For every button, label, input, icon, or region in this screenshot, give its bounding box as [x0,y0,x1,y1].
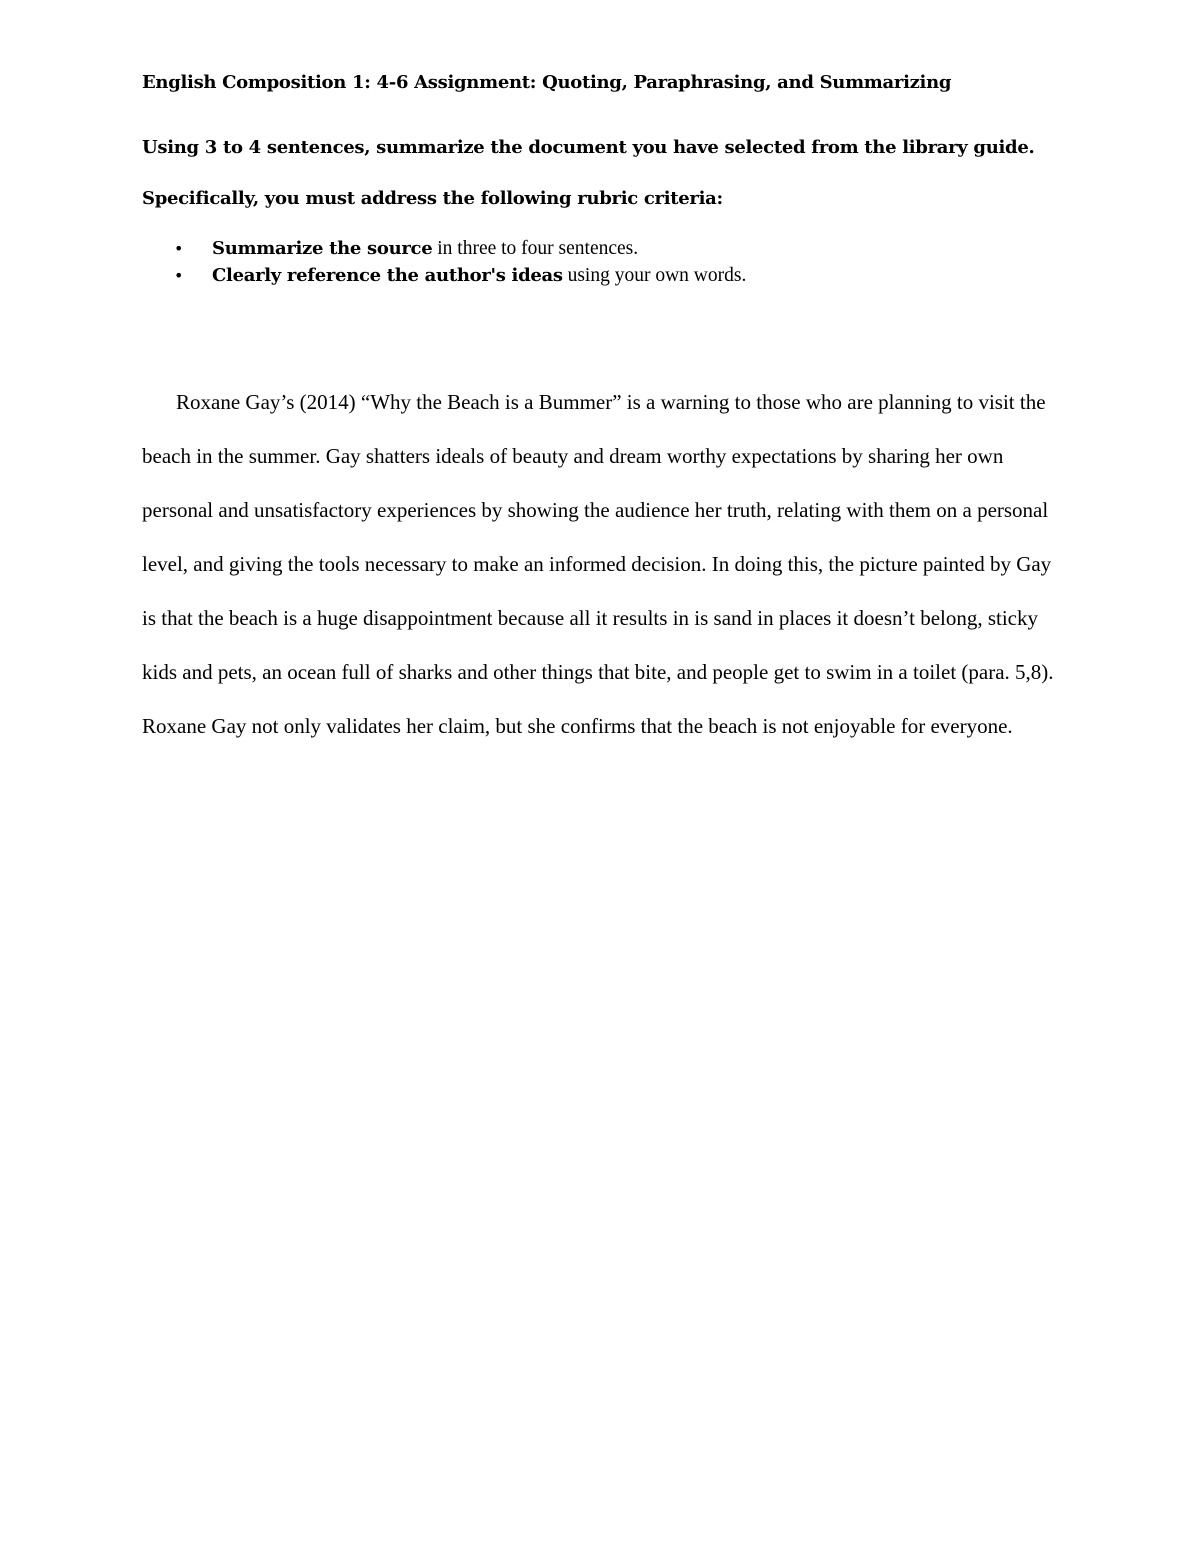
document-title: English Composition 1: 4-6 Assignment: Quoting, Paraphrasing, and Summarizing [142,72,952,93]
rubric-criterion [142,235,1062,262]
document-content [142,70,1062,753]
rubric-criterion [142,262,1062,289]
bullet-icon: • [174,266,184,285]
assignment-instruction: Using 3 to 4 sentences, summarize the document you have selected from the library guide. [142,137,1035,158]
rubric-criteria-list [142,235,1062,289]
criterion-text: in three to four sentences. [432,238,639,259]
criterion-bold-text: Clearly reference the author's ideas [212,265,563,286]
bullet-icon: • [174,239,184,258]
criterion-text: using your own words. [562,265,747,286]
rubric-intro: Specifically, you must address the following rubric criteria: [142,188,723,209]
criterion-bold-text: Summarize the source [212,238,433,259]
summary-paragraph: Roxane Gay’s (2014) “Why the Beach is a Bummer” is a warning to those who are planning to visit the beach in the summer. Gay shatters ideals of beauty and dream worthy expectations by sharing her own personal and unsatisfactory experiences by showing the audience her truth, relating with them on a personal level, and giving the tools necessary to make an informed decision. In doing this, the picture painted by Gay is that the beach is a huge disappointment because all it results in is sand in places it doesn’t belong, sticky kids and pets, an ocean full of sharks and other things that bite, and people get to swim in a toilet (para. 5,8). Roxane Gay not only validates her claim, but she confirms that the beach is not enjoyable for everyone. [142,390,1054,738]
